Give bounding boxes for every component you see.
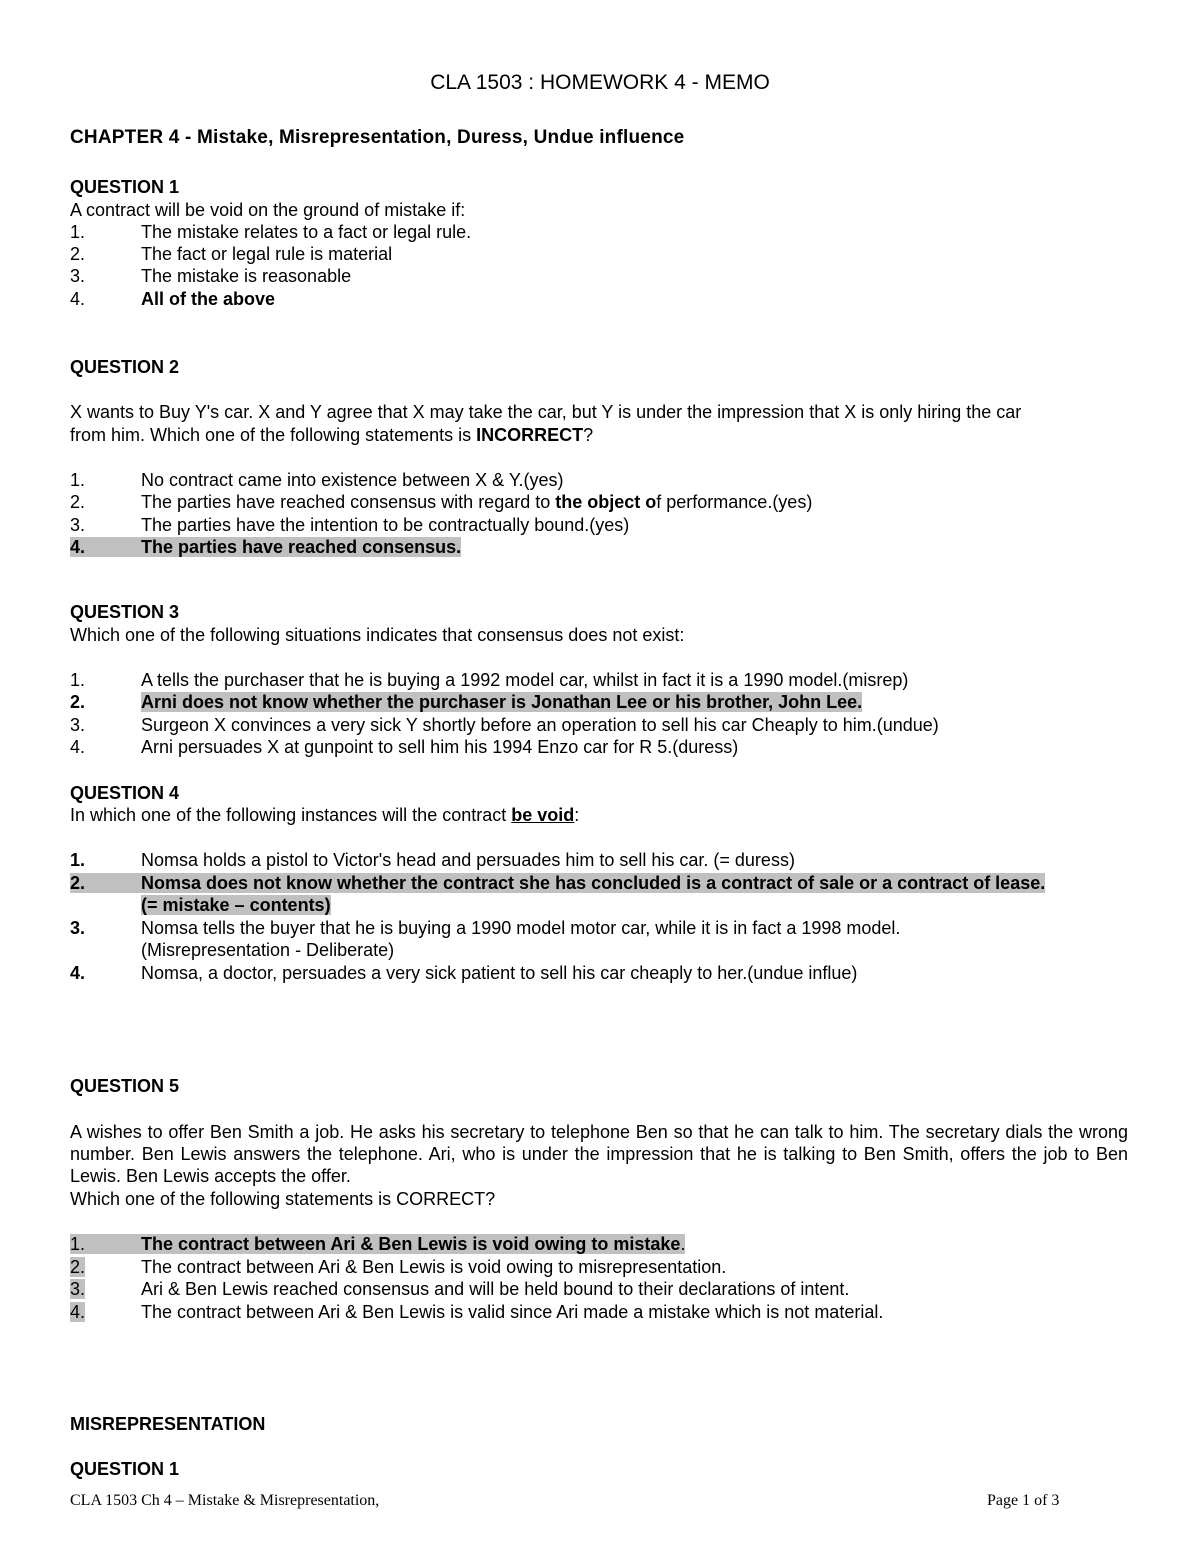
q4-stem-end: : — [574, 805, 580, 825]
option-text: Surgeon X convinces a very sick Y shortly before an operation to sell his car Cheaply to him.(undue) — [141, 715, 939, 735]
document-title: CLA 1503 : HOMEWORK 4 - MEMO — [430, 71, 770, 94]
footer-page-number: Page 1 of 3 — [987, 1492, 1060, 1509]
option-text: Nomsa tells the buyer that he is buying a 1990 model motor car, while it is in fact a 1998 model. — [141, 918, 901, 938]
q5-option-2 — [70, 1256, 726, 1278]
q5-option-4 — [70, 1301, 883, 1323]
option-text: All of the above — [141, 289, 276, 309]
q4-option-3 — [70, 917, 900, 939]
q2-stem-emphasis: INCORRECT — [476, 425, 584, 445]
q4-option-4 — [70, 962, 857, 984]
option-number: 2. — [70, 873, 86, 893]
option-text-end: . — [680, 1234, 686, 1254]
q2-option-1 — [70, 469, 564, 491]
q1-option-4 — [70, 288, 275, 310]
q2-heading: QUESTION 2 — [70, 357, 180, 377]
misrep-q1-heading: QUESTION 1 — [70, 1459, 180, 1479]
q4-option-3-continuation: (Misrepresentation - Deliberate) — [141, 940, 395, 960]
q2-stem-line-2 — [70, 424, 593, 446]
q5-heading: QUESTION 5 — [70, 1076, 180, 1096]
q5-option-3 — [70, 1278, 849, 1300]
option-text: The mistake relates to a fact or legal rule. — [141, 222, 472, 242]
q2-option-2 — [70, 491, 812, 513]
option-text: A tells the purchaser that he is buying a 1992 model car, whilst in fact it is a 1990 model.(misrep) — [141, 670, 909, 690]
option-text: The parties have reached consensus with regard to — [141, 492, 556, 512]
q1-stem: A contract will be void on the ground of mistake if: — [70, 200, 466, 220]
q4-option-1 — [70, 849, 795, 871]
q4-stem-text: In which one of the following instances will the contract — [70, 805, 512, 825]
option-number: 4. — [70, 1302, 86, 1322]
option-text-emphasis: the object o — [555, 492, 657, 512]
option-text: Arni does not know whether the purchaser is Jonathan Lee or his brother, John Lee. — [141, 692, 863, 712]
q5-stem: A wishes to offer Ben Smith a job. He asks his secretary to telephone Ben so that he can talk to him. The secretary dials the wrong number. Ben Lewis answers the telephone. Ari, who is under the impression that he is talking to Ben Smith, offers the job to Ben Lewis. Ben Lewis accepts the offer. — [70, 1122, 1128, 1186]
chapter-heading: CHAPTER 4 - Mistake, Misrepresentation, Duress, Undue influence — [70, 127, 685, 148]
q4-heading: QUESTION 4 — [70, 783, 180, 803]
q3-option-3 — [70, 714, 939, 736]
q1-heading: QUESTION 1 — [70, 177, 180, 197]
q3-option-2-answer — [70, 691, 862, 713]
option-number: 1. — [70, 670, 86, 690]
option-text: The contract between Ari & Ben Lewis is void owing to mistake — [141, 1234, 681, 1254]
option-text: The fact or legal rule is material — [141, 244, 393, 264]
misrepresentation-heading: MISREPRESENTATION — [70, 1414, 266, 1434]
option-text: Nomsa holds a pistol to Victor's head and persuades him to sell his car. (= duress) — [141, 850, 795, 870]
option-number: 2. — [70, 492, 86, 512]
option-number: 3. — [70, 515, 86, 535]
option-text: The parties have the intention to be contractually bound.(yes) — [141, 515, 630, 535]
option-text: Ari & Ben Lewis reached consensus and will be held bound to their declarations of intent. — [141, 1279, 850, 1299]
q2-option-4-answer — [70, 536, 461, 558]
q3-stem: Which one of the following situations indicates that consensus does not exist: — [70, 625, 685, 645]
option-text: Nomsa, a doctor, persuades a very sick patient to sell his car cheaply to her.(undue influe) — [141, 963, 858, 983]
q3-heading: QUESTION 3 — [70, 602, 180, 622]
option-text: The contract between Ari & Ben Lewis is void owing to misrepresentation. — [141, 1257, 727, 1277]
q3-option-4 — [70, 736, 738, 758]
q3-option-1 — [70, 669, 908, 691]
q5-option-1-answer — [70, 1233, 685, 1255]
option-number: 4. — [70, 537, 86, 557]
q2-stem-text: from him. Which one of the following statements is — [70, 425, 477, 445]
q2-option-3 — [70, 514, 629, 536]
option-number: 3. — [70, 715, 86, 735]
q5-question: Which one of the following statements is CORRECT? — [70, 1189, 496, 1209]
option-number: 3. — [70, 266, 86, 286]
option-text-continued: (= mistake – contents) — [141, 895, 331, 915]
q1-option-3 — [70, 265, 351, 287]
option-text-end: f performance.(yes) — [656, 492, 813, 512]
option-number: 1. — [70, 850, 86, 870]
option-number: 3. — [70, 1279, 86, 1299]
q2-stem-end: ? — [583, 425, 594, 445]
option-number: 2. — [70, 1257, 86, 1277]
option-number: 2. — [70, 244, 86, 264]
q4-stem — [70, 804, 579, 826]
option-text: No contract came into existence between X & Y.(yes) — [141, 470, 564, 490]
option-text: The mistake is reasonable — [141, 266, 352, 286]
option-number: 1. — [70, 222, 86, 242]
option-text: Nomsa does not know whether the contract she has concluded is a contract of sale or a contract of lease. — [141, 873, 1046, 893]
option-text: The contract between Ari & Ben Lewis is valid since Ari made a mistake which is not material. — [141, 1302, 884, 1322]
q1-option-2 — [70, 243, 392, 265]
footer-left: CLA 1503 Ch 4 – Mistake & Misrepresentation, — [70, 1492, 380, 1509]
q4-stem-emphasis: be void — [511, 805, 575, 825]
q2-stem-line-1: X wants to Buy Y's car. X and Y agree that X may take the car, but Y is under the impression that X is only hiring the car — [70, 402, 1022, 422]
option-number: 4. — [70, 963, 86, 983]
option-text: The parties have reached consensus. — [141, 537, 462, 557]
q4-option-2-continuation — [141, 894, 331, 916]
q4-option-2-answer — [70, 872, 1045, 894]
q1-option-1 — [70, 221, 471, 243]
option-number: 4. — [70, 737, 86, 757]
option-number: 1. — [70, 1234, 86, 1254]
option-text: Arni persuades X at gunpoint to sell him his 1994 Enzo car for R 5.(duress) — [141, 737, 739, 757]
option-number: 3. — [70, 918, 86, 938]
option-number: 2. — [70, 692, 86, 712]
option-number: 1. — [70, 470, 86, 490]
option-number: 4. — [70, 289, 86, 309]
